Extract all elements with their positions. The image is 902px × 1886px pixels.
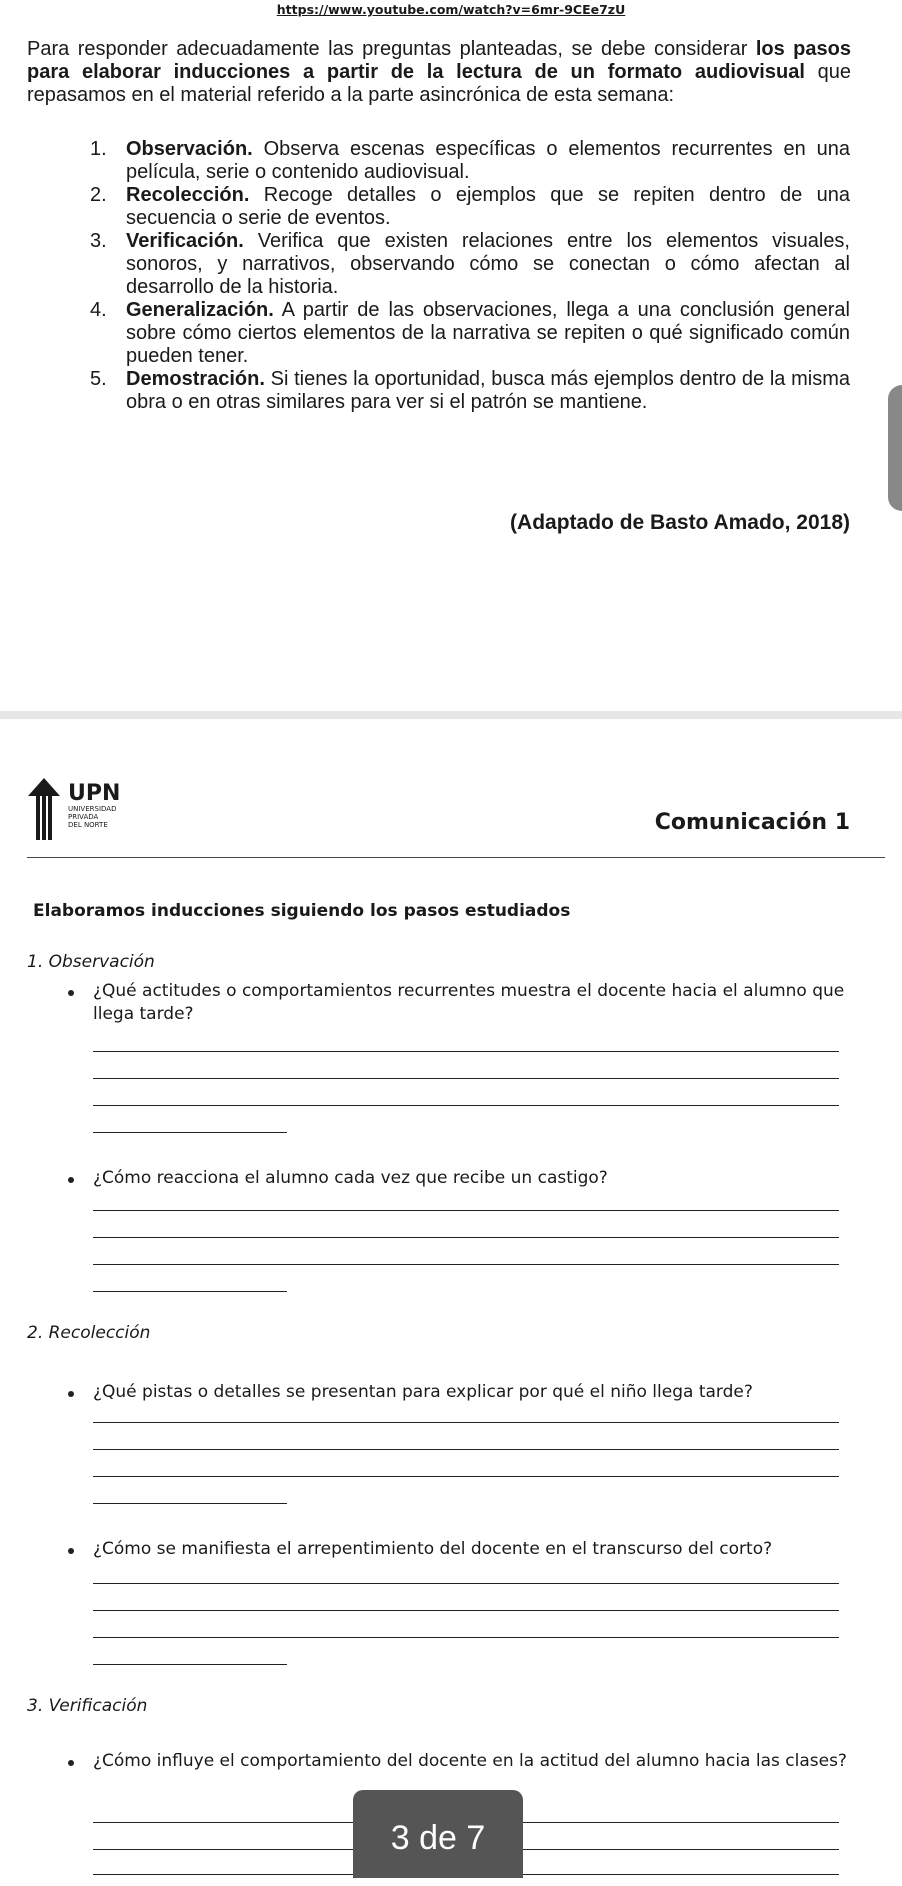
steps-list	[90, 138, 850, 414]
answer-line	[93, 1291, 287, 1292]
answer-line	[93, 1237, 839, 1238]
step-number: 3.	[90, 230, 107, 252]
section-observacion: 1. Observación	[27, 952, 155, 972]
intro-text-bold: los pasos para elaborar inducciones a partir de la lectura de un formato audiovisual	[27, 38, 851, 83]
logo-brand: UPN	[68, 781, 121, 806]
bullet-icon	[68, 1548, 74, 1554]
question-2: ¿Cómo reacciona el alumno cada vez que recibe un castigo?	[93, 1168, 608, 1188]
step-item	[90, 184, 850, 230]
intro-text-end: que repasamos en el material referido a la parte asincrónica de esta semana:	[27, 61, 851, 106]
page-separator	[0, 711, 902, 719]
answer-line	[93, 1610, 839, 1611]
bullet-icon	[68, 990, 74, 996]
bullet-icon	[68, 1391, 74, 1397]
upn-logo	[28, 778, 138, 840]
bullet-icon	[68, 1760, 74, 1766]
answer-line	[93, 1583, 839, 1584]
answer-line	[93, 1422, 839, 1423]
answer-line	[93, 1051, 839, 1052]
video-url-link[interactable]: https://www.youtube.com/watch?v=6mr-9CEe7zU	[276, 2, 626, 17]
answer-line	[93, 1664, 287, 1665]
step-title: Recolección.	[126, 184, 250, 206]
citation: (Adaptado de Basto Amado, 2018)	[510, 511, 850, 534]
step-title: Demostración.	[126, 368, 265, 390]
answer-line	[93, 1449, 839, 1450]
step-number: 5.	[90, 368, 107, 390]
answer-line	[93, 1105, 839, 1106]
section-recoleccion: 2. Recolección	[27, 1323, 151, 1343]
intro-text-start: Para responder adecuadamente las preguntas planteadas, se debe considerar	[27, 38, 756, 60]
intro-paragraph	[27, 38, 851, 107]
step-number: 1.	[90, 138, 107, 160]
step-text: Observa escenas específicas o elementos recurrentes en una película, serie o contenido audiovisual.	[126, 138, 850, 183]
answer-line	[93, 1210, 839, 1211]
page-indicator: 3 de 7	[353, 1790, 523, 1878]
step-number: 2.	[90, 184, 107, 206]
step-text: A partir de las observaciones, llega a una conclusión general sobre cómo ciertos elementos de la narrativa se repiten o qué significado común pueden tener.	[126, 299, 850, 367]
section-verificacion: 3. Verificación	[27, 1696, 148, 1716]
step-item	[90, 368, 850, 414]
step-item	[90, 230, 850, 299]
question-4: ¿Cómo se manifiesta el arrepentimiento del docente en el transcurso del corto?	[93, 1539, 773, 1559]
answer-line	[93, 1476, 839, 1477]
question-5: ¿Cómo influye el comportamiento del docente en la actitud del alumno hacia las clases?	[93, 1751, 847, 1771]
step-title: Verificación.	[126, 230, 244, 252]
step-number: 4.	[90, 299, 107, 321]
answer-line	[93, 1132, 287, 1133]
step-text: Recoge detalles o ejemplos que se repiten dentro de una secuencia o serie de eventos.	[126, 184, 850, 229]
question-1: ¿Qué actitudes o comportamientos recurrentes muestra el docente hacia el alumno que llega tarde?	[93, 981, 845, 1024]
step-title: Generalización.	[126, 299, 274, 321]
question-3: ¿Qué pistas o detalles se presentan para explicar por qué el niño llega tarde?	[93, 1382, 753, 1402]
step-text: Si tienes la oportunidad, busca más ejemplos dentro de la misma obra o en otras similares para ver si el patrón se mantiene.	[126, 368, 850, 413]
logo-line3: DEL NORTE	[68, 821, 108, 829]
activity-heading: Elaboramos inducciones siguiendo los pasos estudiados	[33, 901, 571, 921]
course-title: Comunicación 1	[654, 810, 850, 835]
step-title: Observación.	[126, 138, 253, 160]
step-text: Verifica que existen relaciones entre los elementos visuales, sonoros, y narrativos, observando cómo se conectan o cómo afectan al desarrollo de la historia.	[126, 230, 850, 298]
header-divider	[27, 857, 885, 858]
answer-line	[93, 1264, 839, 1265]
upn-arrow-icon	[28, 778, 138, 840]
step-item	[90, 138, 850, 184]
answer-line	[93, 1503, 287, 1504]
answer-line	[93, 1078, 839, 1079]
bullet-icon	[68, 1177, 74, 1183]
logo-line1: UNIVERSIDAD	[68, 805, 117, 813]
logo-line2: PRIVADA	[68, 813, 99, 821]
answer-line	[93, 1637, 839, 1638]
step-item	[90, 299, 850, 368]
scroll-handle[interactable]	[888, 385, 902, 511]
